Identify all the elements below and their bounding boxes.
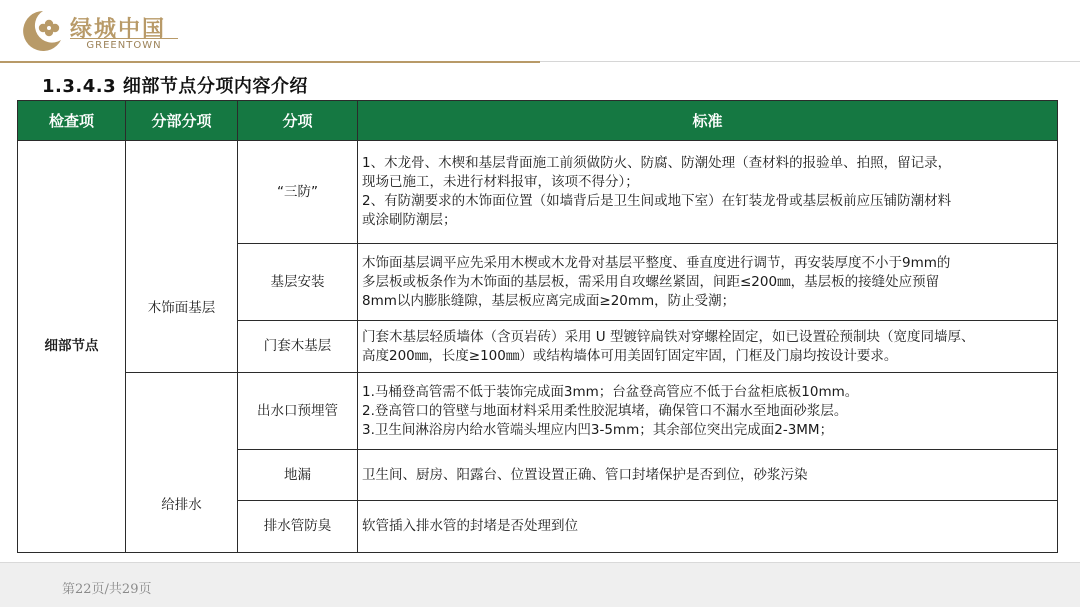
standard-cell xyxy=(358,244,1058,321)
standard-line: 1.马桶登高管需不低于装饰完成面3mm；台盆登高管应不低于台盆柜底板10mm。 xyxy=(362,383,859,400)
table-row xyxy=(18,141,1058,244)
logo-english-text: GREENTOWN xyxy=(70,38,178,51)
header-item: 分项 xyxy=(238,101,358,141)
item-cell: “三防” xyxy=(238,141,358,244)
standard-line: 现场已施工，未进行材料报审，该项不得分）； xyxy=(362,174,639,190)
standard-line: 高度200㎜，长度≥100㎜）或结构墙体可用美固钉固定牢固，门框及门扇均按设计要求。 xyxy=(362,347,898,364)
subsection-cell: 给排水 xyxy=(126,373,238,553)
header-check-item: 检查项 xyxy=(18,101,126,141)
header-divider-gold xyxy=(0,61,540,63)
standard-line: 3.卫生间淋浴房内给水管端头埋应内凹3-5mm；其余部位突出完成面2-3MM； xyxy=(362,421,834,438)
standard-line: 门套木基层轻质墙体（含页岩砖）采用 U 型镀锌扁铁对穿螺栓固定，如已设置砼预制块（宽度同墙厚、 xyxy=(362,328,975,345)
table-header-row xyxy=(18,101,1058,141)
standard-line: 8mm以内膨胀缝隙，基层板应离完成面≥20mm，防止受潮； xyxy=(362,292,736,309)
standard-line: 软管插入排水管的封堵是否处理到位 xyxy=(362,518,578,534)
standard-cell xyxy=(358,141,1058,244)
check-item-cell: 细部节点 xyxy=(18,141,126,553)
greentown-logo xyxy=(20,8,170,56)
header-standard: 标准 xyxy=(358,101,1058,141)
item-cell: 门套木基层 xyxy=(238,321,358,373)
standard-line: 卫生间、厨房、阳露台、位置设置正确、管口封堵保护是否到位，砂浆污染 xyxy=(362,466,808,483)
standard-line: 多层板或板条作为木饰面的基层板，需采用自攻螺丝紧固，间距≤200㎜，基层板的接缝处应预留 xyxy=(362,273,940,290)
standard-line: 2、有防潮要求的木饰面位置（如墙背后是卫生间或地下室）在钉装龙骨或基层板前应压铺防潮材料 xyxy=(362,193,952,209)
standard-line: 2.登高管口的管壁与地面材料采用柔性胶泥填堵，确保管口不漏水至地面砂浆层。 xyxy=(362,402,848,419)
standard-cell xyxy=(358,321,1058,373)
item-cell: 基层安装 xyxy=(238,244,358,321)
standard-line: 或涂刷防潮层； xyxy=(362,212,457,228)
footer-bar xyxy=(0,563,1080,607)
table-row xyxy=(18,373,1058,450)
standard-line: 1、木龙骨、木楔和基层背面施工前须做防火、防腐、防潮处理（查材料的报验单、拍照，留记录， xyxy=(362,155,952,171)
standard-line: 木饰面基层调平应先采用木楔或木龙骨对基层平整度、垂直度进行调节，再安装厚度不小于9mm的 xyxy=(362,254,951,271)
item-cell: 排水管防臭 xyxy=(238,501,358,553)
page-title: 1.3.4.3 细部节点分项内容介绍 xyxy=(42,76,308,97)
header-subsection: 分部分项 xyxy=(126,101,238,141)
standard-cell xyxy=(358,373,1058,450)
item-cell: 出水口预埋管 xyxy=(238,373,358,450)
header-divider-gray xyxy=(540,61,1080,62)
standard-cell xyxy=(358,501,1058,553)
item-cell: 地漏 xyxy=(238,450,358,501)
page-indicator: 第22页/共29页 xyxy=(62,582,152,597)
logo-chinese-text: 绿城中国 xyxy=(70,17,167,42)
standard-cell xyxy=(358,450,1058,501)
subsection-cell: 木饰面基层 xyxy=(126,141,238,373)
greentown-flower-icon xyxy=(20,8,66,54)
standards-table xyxy=(17,100,1058,553)
